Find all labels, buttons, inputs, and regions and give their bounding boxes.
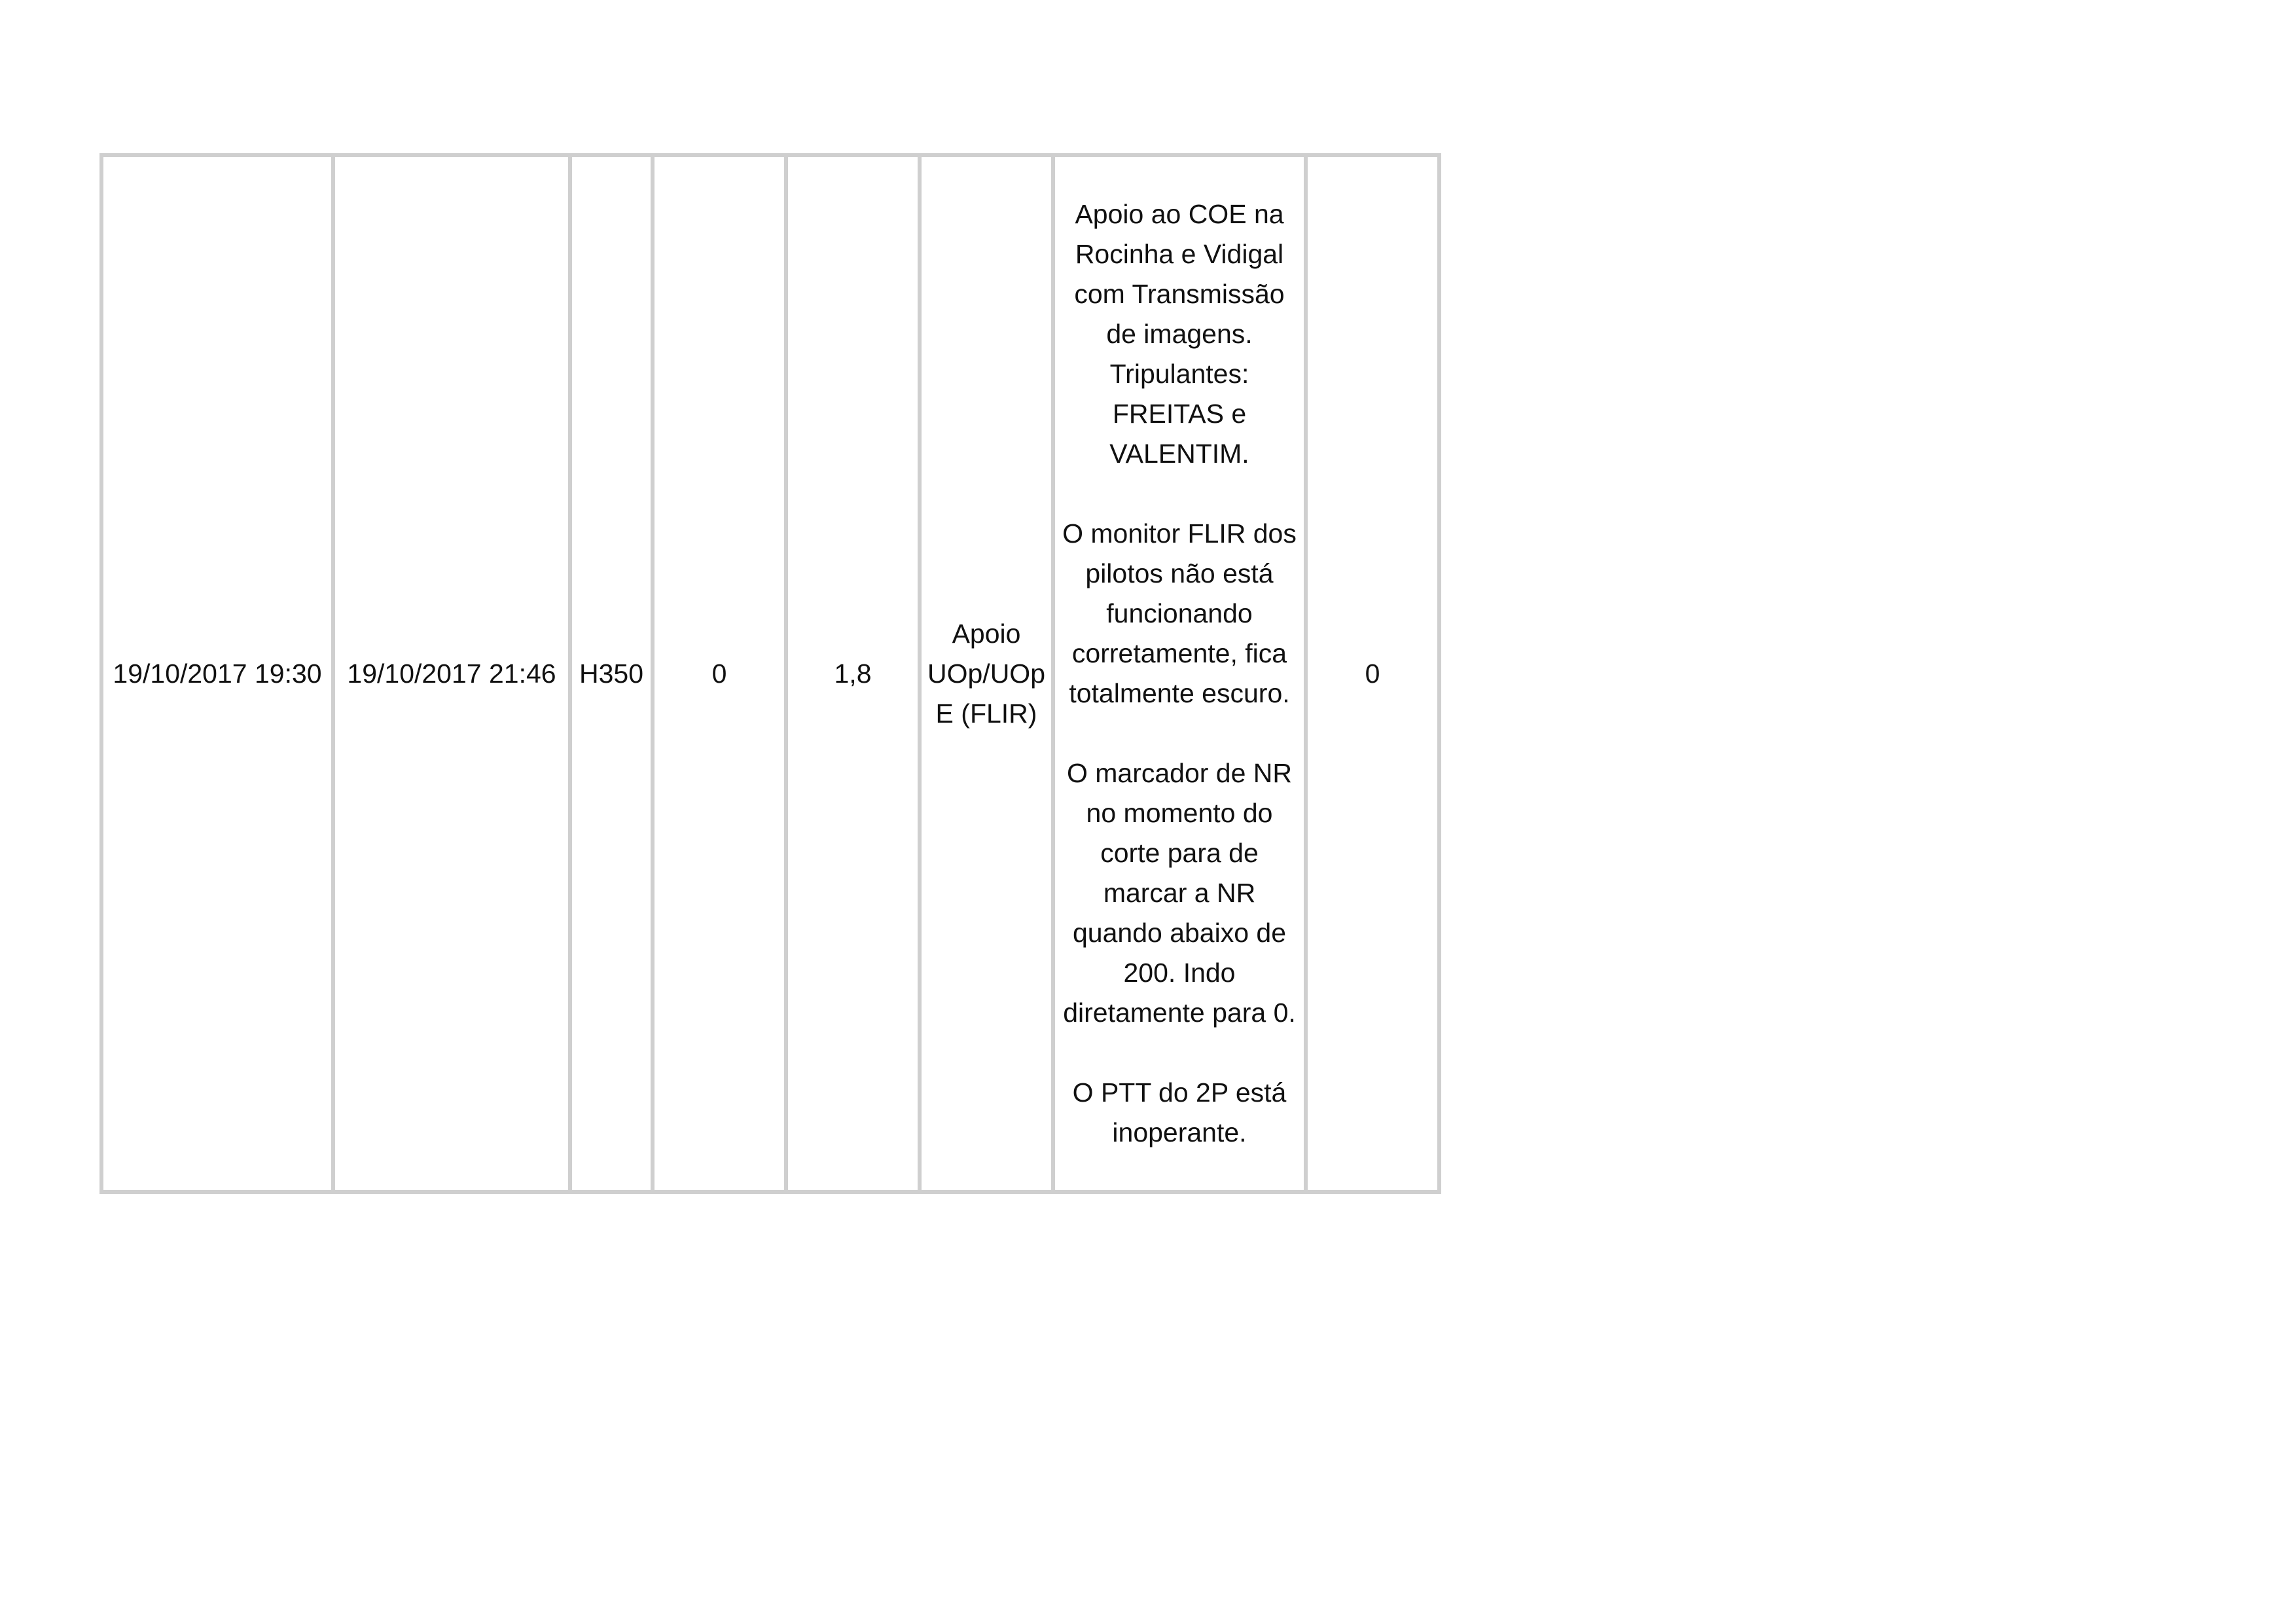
description-paragraph-3: O marcador de NR no momento do corte para de marcar a NR quando abaixo de 200. Indo diretamente para 0. (1063, 758, 1296, 1028)
description-paragraph-1: Apoio ao COE na Rocinha e Vidigal com Transmissão de imagens. Tripulantes: FREITAS e VALENTIM. (1074, 199, 1285, 469)
flight-log-table (99, 153, 1441, 1194)
mission-type-text: Apoio UOp/UOp E (FLIR) (927, 618, 1045, 729)
aircraft-cell: H350 (570, 155, 653, 1192)
end-datetime-cell: 19/10/2017 21:46 (333, 155, 570, 1192)
description-paragraph-4: O PTT do 2P está inoperante. (1072, 1077, 1287, 1147)
mission-type-cell (920, 155, 1053, 1192)
table-row (101, 155, 1439, 1192)
count-a-cell: 0 (653, 155, 786, 1192)
description-paragraph-2: O monitor FLIR dos pilotos não está funcionando corretamente, fica totalmente escuro. (1062, 518, 1297, 708)
start-datetime-cell: 19/10/2017 19:30 (101, 155, 333, 1192)
description-cell (1053, 155, 1306, 1192)
count-b-cell: 0 (1306, 155, 1439, 1192)
flight-hours-cell: 1,8 (786, 155, 920, 1192)
